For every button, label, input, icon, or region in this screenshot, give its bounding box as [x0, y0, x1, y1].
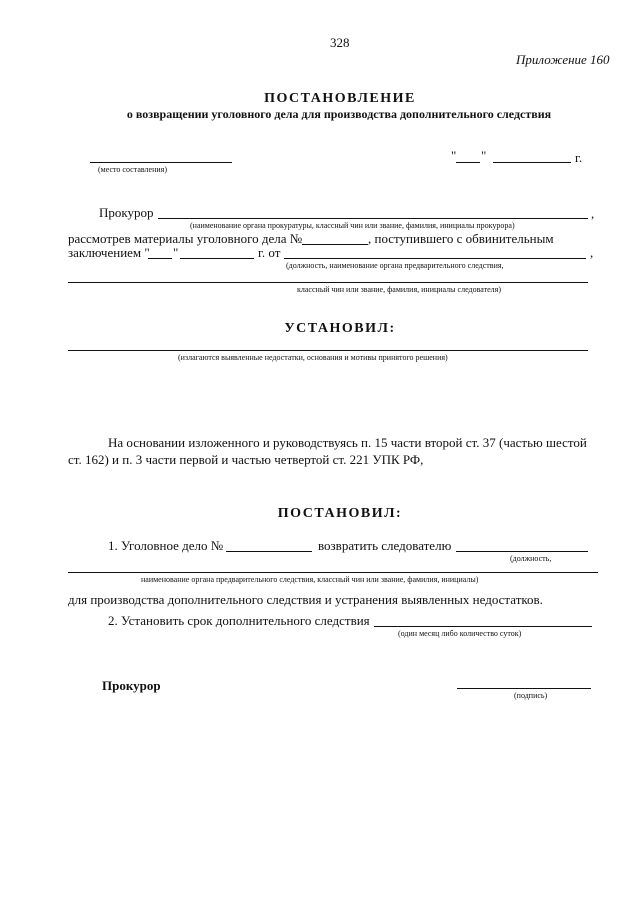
item1-hint-2: наименование органа предварительного следствия, классный чин или звание, фамилия, инициалы) [141, 575, 479, 584]
document-subtitle: о возвращении уголовного дела для производства дополнительного следствия [126, 107, 552, 121]
resolved-heading: ПОСТАНОВИЛ: [277, 506, 403, 521]
basis-line-1: На основании изложенного и руководствуясь п. 15 части второй ст. 37 (частью шестой [108, 435, 587, 450]
item2-hint: (один месяц либо количество суток) [398, 629, 522, 638]
item1-text-a: 1. Уголовное дело № [108, 538, 224, 553]
conclusion-month-line[interactable] [180, 258, 254, 259]
signature-hint: (подпись) [514, 691, 548, 700]
place-hint: (место составления) [98, 165, 167, 174]
established-hint: (излагаются выявленные недостатки, основания и мотивы принятого решения) [178, 353, 448, 362]
item2-text: 2. Установить срок дополнительного следствия [108, 613, 370, 628]
item1-body-line[interactable] [68, 572, 598, 573]
investigator-rank-line[interactable] [68, 282, 588, 283]
investigator-line-comma: , [590, 245, 594, 260]
document-title: ПОСТАНОВЛЕНИЕ [264, 91, 416, 106]
conclusion-text-b: " [173, 245, 179, 260]
prosecutor-line-comma: , [591, 206, 595, 221]
date-quote-open: " [451, 148, 457, 163]
date-quote-close: " [481, 148, 487, 163]
established-heading: УСТАНОВИЛ: [284, 321, 396, 336]
item1-line-3: для производства дополнительного следствия и устранения выявленных недостатков. [68, 592, 543, 607]
date-day-line[interactable] [456, 162, 480, 163]
place-line[interactable] [90, 162, 232, 163]
rank-hint: классный чин или звание, фамилия, инициалы следователя) [297, 285, 501, 294]
prosecutor-line[interactable] [158, 218, 588, 219]
page-number: 328 [330, 35, 350, 50]
conclusion-day-line[interactable] [148, 258, 172, 259]
investigator-position-line[interactable] [284, 258, 586, 259]
item1-text-b: возвратить следователю [318, 538, 452, 553]
item2-term-line[interactable] [374, 626, 592, 627]
prosecutor-label: Прокурор [99, 205, 154, 220]
established-line[interactable] [68, 350, 588, 351]
conclusion-text-c: г. от [258, 245, 281, 260]
reviewed-text-b: , поступившего с обвинительным [368, 231, 554, 246]
conclusion-text-a: заключением " [68, 245, 150, 260]
signature-line[interactable] [457, 688, 591, 689]
date-month-line[interactable] [493, 162, 571, 163]
reviewed-text-a: рассмотрев материалы уголовного дела № [68, 231, 303, 246]
signature-label: Прокурор [102, 678, 161, 693]
appendix-label: Приложение 160 [516, 52, 610, 67]
prosecutor-hint: (наименование органа прокуратуры, классный чин или звание, фамилия, инициалы прокурора) [190, 221, 515, 230]
item1-hint: (должность, [510, 554, 552, 563]
position-hint: (должность, наименование органа предварительного следствия, [286, 261, 504, 270]
case-number-line[interactable] [302, 244, 368, 245]
item1-case-number-line[interactable] [226, 551, 312, 552]
basis-line-2: ст. 162) и п. 3 части первой и частью четвертой ст. 221 УПК РФ, [68, 452, 424, 467]
date-year-suffix: г. [575, 150, 583, 165]
item1-investigator-line[interactable] [456, 551, 588, 552]
